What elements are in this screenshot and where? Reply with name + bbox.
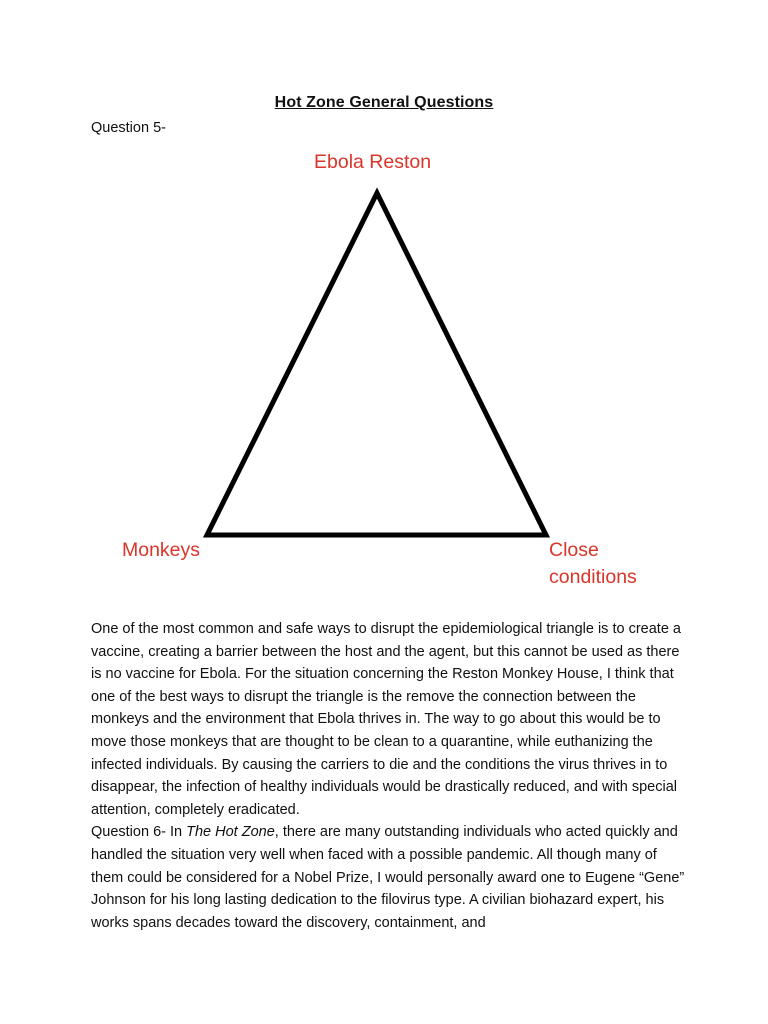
vertex-label-conditions: conditions	[549, 566, 637, 588]
vertex-label-ebola-reston: Ebola Reston	[314, 151, 432, 173]
book-title: The Hot Zone	[186, 824, 275, 841]
vertex-label-monkeys: Monkeys	[122, 539, 201, 561]
vertex-label-close-conditions	[549, 537, 637, 591]
question-5-label: Question 5-	[91, 120, 166, 136]
vertex-label-close: Close	[549, 539, 599, 561]
question-6-prefix: Question 6- In	[91, 824, 187, 841]
question-6-text: , there are many outstanding individuals who acted quickly and handled the situation very well when faced with a possible pandemic. All though many of them could be considered for a Nobel Prize, I would personally award one to Eugene “Gene” Johnson for his long lasting dedication to the filovirus type. A civilian biohazard expert, his works spans decades toward the discovery, containment, and	[91, 824, 685, 931]
triangle-outline	[207, 193, 546, 535]
question-6-paragraph	[91, 821, 691, 934]
page-title: Hot Zone General Questions	[274, 94, 494, 111]
answer-5-paragraph: One of the most common and safe ways to disrupt the epidemiological triangle is to create a vaccine, creating a barrier between the host and the agent, but this cannot be used as there is no vaccine for Ebola. For the situation concerning the Reston Monkey House, I think that one of the best ways to disrupt the triangle is the remove the connection between the monkeys and the environment that Ebola thrives in. The way to go about this would be to move those monkeys that are thought to be clean to a quarantine, while euthanizing the infected individuals. By causing the carriers to die and the conditions the virus thrives in to disappear, the infection of healthy individuals would be drastically reduced, and with special attention, completely eradicated.	[91, 621, 681, 818]
body-text	[91, 618, 691, 934]
